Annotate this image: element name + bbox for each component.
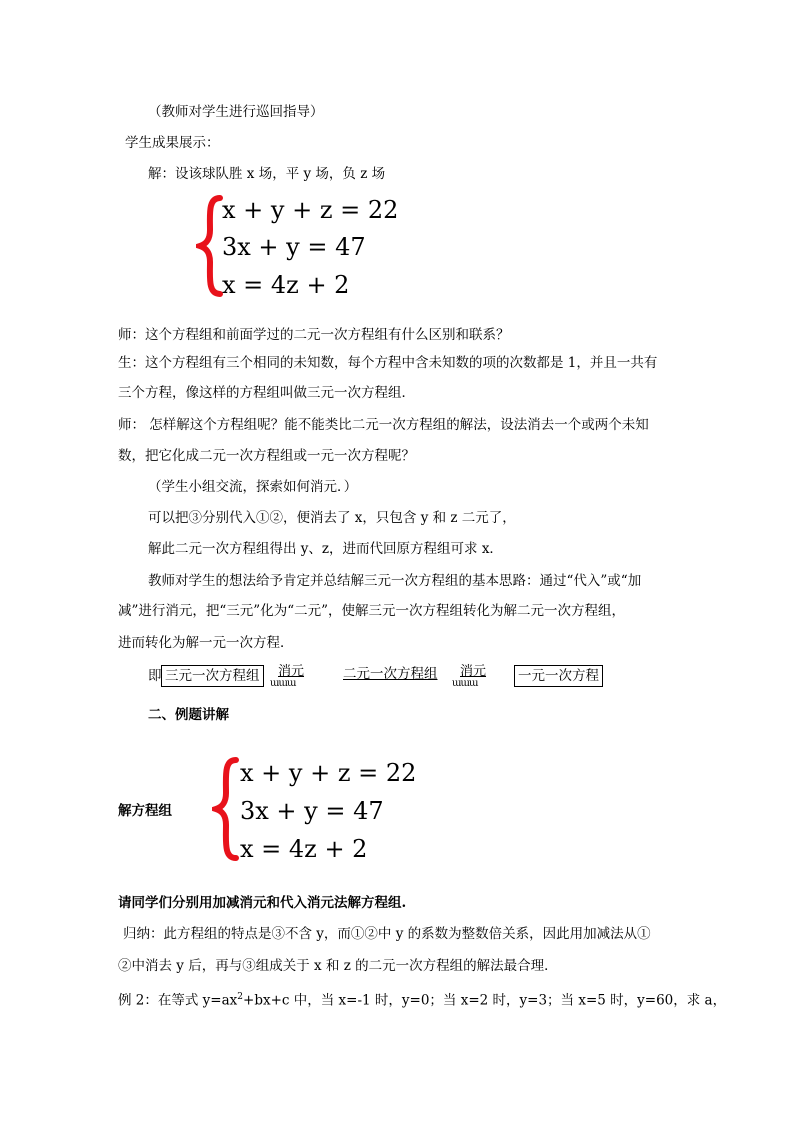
equation-3: x = 4z + 2 [222, 271, 350, 299]
example-2-part-b: +bx+c 中，当 x=-1 时，y=0；当 x=2 时，y=3；当 x=5 时，y=60，求 a， [243, 992, 727, 1009]
equation-5: 3x + y = 47 [240, 797, 384, 825]
summary-2: 减”进行消元，把“三元”化为“二元”，使解三元一次方程组转化为解二元一次方程组， [118, 603, 626, 619]
flow-arrow-2 [452, 660, 514, 690]
group-discussion: （学生小组交流，探索如何消元．） [148, 479, 358, 495]
flow-arrow-2-stub: ɯɯɯ [452, 678, 478, 689]
brace-icon [212, 756, 242, 862]
flow-prefix: 即 [148, 668, 162, 684]
guidance-note: （教师对学生进行巡回指导） [148, 104, 324, 120]
equation-4: x + y + z = 22 [240, 759, 417, 787]
instruction: 请同学们分别用加减消元和代入消元法解方程组. [118, 895, 407, 911]
conclusion-1: 归纳：此方程组的特点是③不含 y，而①②中 y 的系数为整数倍关系，因此用加减法从① [123, 926, 651, 942]
solution-setup: 解：设该球队胜 x 场，平 y 场，负 z 场 [148, 166, 386, 182]
summary-1: 教师对学生的想法给予肯定并总结解三元一次方程组的基本思路：通过“代入”或“加 [148, 573, 642, 589]
solve-idea: 解此二元一次方程组得出 y、z，进而代回原方程组可求 x． [148, 541, 503, 557]
teacher-question: 师：这个方程组和前面学过的二元一次方程组有什么区别和联系？ [118, 327, 510, 343]
flow-box-two-var: 二元一次方程组 [343, 666, 438, 682]
equation-6: x = 4z + 2 [240, 835, 368, 863]
flow-arrow-1-label: 消元 [278, 664, 305, 679]
conclusion-2: ②中消去 y 后，再与③组成关于 x 和 z 的二元一次方程组的解法最合理． [118, 958, 558, 974]
student-answer-1: 生：这个方程组有三个相同的未知数，每个方程中含未知数的项的次数都是 1，并且一共有 [118, 355, 658, 371]
substitution-idea: 可以把③分别代入①②，便消去了 x，只包含 y 和 z 二元了， [148, 510, 516, 526]
equation-system-2 [212, 756, 242, 866]
summary-3: 进而转化为解一元一次方程． [118, 635, 294, 651]
example-2 [118, 988, 726, 1010]
teacher-prompt-1: 师： 怎样解这个方程组呢？能不能类比二元一次方程组的解法，设法消去一个或两个未知 [118, 417, 649, 433]
flow-arrow-1-stub: ɯɯɯ [270, 678, 296, 689]
student-answer-2: 三个方程，像这样的方程组叫做三元一次方程组． [118, 385, 415, 401]
flow-arrow-1 [270, 660, 340, 690]
section-heading-examples: 二、例题讲解 [148, 707, 229, 723]
equation-1: x + y + z = 22 [222, 196, 399, 224]
example-2-exponent: 2 [237, 992, 244, 1002]
flow-arrow-2-label: 消元 [460, 664, 487, 679]
example-2-part-a: 例 2：在等式 y=ax [118, 992, 238, 1009]
flow-box-three-var: 三元一次方程组 [161, 665, 264, 687]
teacher-prompt-2: 数，把它化成二元一次方程组或一元一次方程呢？ [118, 448, 415, 464]
flow-box-one-var: 一元一次方程 [514, 665, 603, 687]
solve-system-label: 解方程组 [118, 803, 172, 819]
student-results-heading: 学生成果展示： [125, 135, 220, 151]
equation-2: 3x + y = 47 [222, 233, 366, 261]
